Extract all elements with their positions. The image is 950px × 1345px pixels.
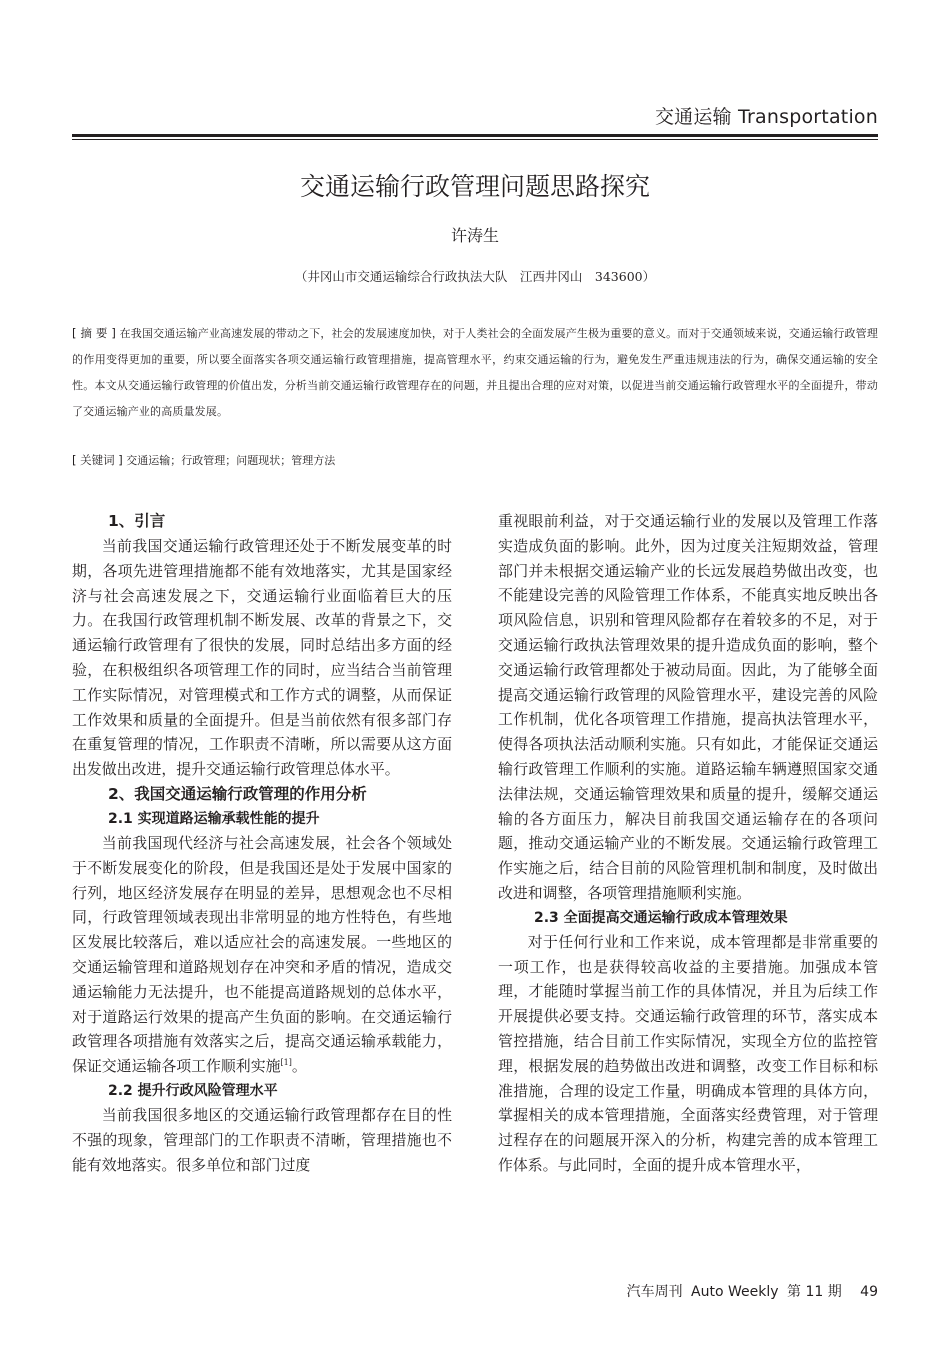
citation-1: [1] <box>280 1058 292 1068</box>
paragraph-2-3: 对于任何行业和工作来说，成本管理都是非常重要的一项工作，也是获得较高收益的主要措施。加强成本管理，才能随时掌握当前工作的具体情况，并且为后续工作开展提供必要支持。交通运输行政管理的环节，落实成本管控措施，结合目前工作实际情况，实现全方位的监控管理，根据发展的趋势做出改进和调整，改变工作目标和标准措施，合理的设定工作量，明确成本管理的具体方向，掌握相关的成本管理措施，全面落实经费管理，对于管理过程存在的问题展开深入的分析，构建完善的成本管理工作体系。与此同时，全面的提升成本管理水平， <box>498 932 878 1174</box>
section-header: 交通运输 Transportation <box>654 106 878 128</box>
journal-name-en: Auto Weekly <box>691 1284 779 1300</box>
keywords <box>72 449 878 472</box>
author-name: 许涛生 <box>450 226 499 245</box>
keywords-text: 交通运输；行政管理；问题现状；管理方法 <box>126 454 336 467</box>
paragraph-2-1 <box>72 831 452 1079</box>
issue-number: 第 11 期 <box>787 1284 842 1300</box>
paragraph-2-2: 当前我国很多地区的交通运输行政管理都存在目的性不强的现象，管理部门的工作职责不清晰，管理措施也不能有效地落实。很多单位和部门过度 <box>72 1105 452 1174</box>
keywords-label: [ 关键词 ] <box>72 453 123 467</box>
paragraph-2-1-text: 当前我国现代经济与社会高速发展，社会各个领域处于不断发展变化的阶段，但是我国还是处于发展中国家的行列，地区经济发展存在明显的差异，思想观念也不尽相同，行政管理领域表现出非常明显的地方性特色，有些地区发展比较落后，难以适应社会的高速发展。一些地区的交通运输管理和道路规划存在冲突和矛盾的情况，造成交通运输能力无法提升，也不能提高道路规划的总体水平，对于道路运行效果的提高产生负面的影响。在交通运输行政管理各项措施有效落实之后，提高交通运输承载能力，保证交通运输各项工作顺利实施 <box>72 833 452 1076</box>
left-column <box>72 509 452 1177</box>
abstract-text: 在我国交通运输产业高速发展的带动之下，社会的发展速度加快，对于人类社会的全面发展产生极为重要的意义。而对于交通领域来说，交通运输行政管理的作用变得更加的重要，所以要全面落实各项交通运输行政管理措施，提高管理水平，约束交通运输的行为，避免发生严重违规违法的行为，确保交通运输的安全性。本文从交通运输行政管理的价值出发，分析当前交通运输行政管理存在的问题，并且提出合理的应对对策，以促进当前交通运输行政管理水平的全面提升，带动了交通运输产业的高质量发展。 <box>72 327 878 418</box>
heading-2-3: 2.3 全面提高交通运输行政成本管理效果 <box>534 909 788 926</box>
heading-2-2: 2.2 提升行政风险管理水平 <box>108 1082 278 1099</box>
journal-name-cn: 汽车周刊 <box>626 1284 683 1300</box>
paragraph-2-1-end: 。 <box>291 1057 307 1076</box>
heading-introduction: 1、引言 <box>108 512 166 530</box>
header-rule-thin <box>72 139 878 140</box>
author-affiliation: （井冈山市交通运输综合行政执法大队 江西井冈山 343600） <box>294 269 656 284</box>
header-rule-thick <box>72 134 878 137</box>
paragraph-2-2-continued: 重视眼前利益，对于交通运输行业的发展以及管理工作落实造成负面的影响。此外，因为过度关注短期效益，管理部门并未根据交通运输产业的长远发展趋势做出改变，也不能建设完善的风险管理工作体系，不能真实地反映出各项风险信息，识别和管理风险都存在着较多的不足，对于交通运输行政执法管理效果的提升造成负面的影响，整个交通运输行政管理都处于被动局面。因此，为了能够全面提高交通运输行政管理的风险管理水平，建设完善的风险工作机制，优化各项管理工作措施，提高执法管理水平，使得各项执法活动顺利实施。只有如此，才能保证交通运输行政管理工作顺利的实施。道路运输车辆遵照国家交通法律法规，交通运输管理效果和质量的提升，缓解交通运输的各方面压力，解决目前我国交通运输存在的各项问题，推动交通运输产业的不断发展。交通运输行政管理工作实施之后，结合目前的风险管理机制和制度，及时做出改进和调整，各项管理措施顺利实施。 <box>498 512 878 902</box>
heading-2-1: 2.1 实现道路运输承载性能的提升 <box>108 810 320 827</box>
abstract-label: [ 摘 要 ] <box>72 326 116 340</box>
abstract <box>72 320 878 425</box>
page-number: 49 <box>860 1284 878 1300</box>
page-footer <box>623 1281 878 1301</box>
heading-role-analysis: 2、我国交通运输行政管理的作用分析 <box>108 784 367 803</box>
article-title: 交通运输行政管理问题思路探究 <box>299 172 650 201</box>
right-column <box>498 509 878 1178</box>
paragraph-introduction: 当前我国交通运输行政管理还处于不断发展变革的时期，各项先进管理措施都不能有效地落实，尤其是国家经济与社会高速发展之下，交通运输行业面临着巨大的压力。在我国行政管理机制不断发展、改革的背景之下，交通运输行政管理有了很快的发展，同时总结出多方面的经验，在积极组织各项管理工作的同时，应当结合当前管理工作实际情况，对管理模式和工作方式的调整，从而保证工作效果和质量的全面提升。但是当前依然有很多部门存在重复管理的情况，工作职责不清晰，所以需要从这方面出发做出改进，提升交通运输行政管理总体水平。 <box>72 537 452 779</box>
